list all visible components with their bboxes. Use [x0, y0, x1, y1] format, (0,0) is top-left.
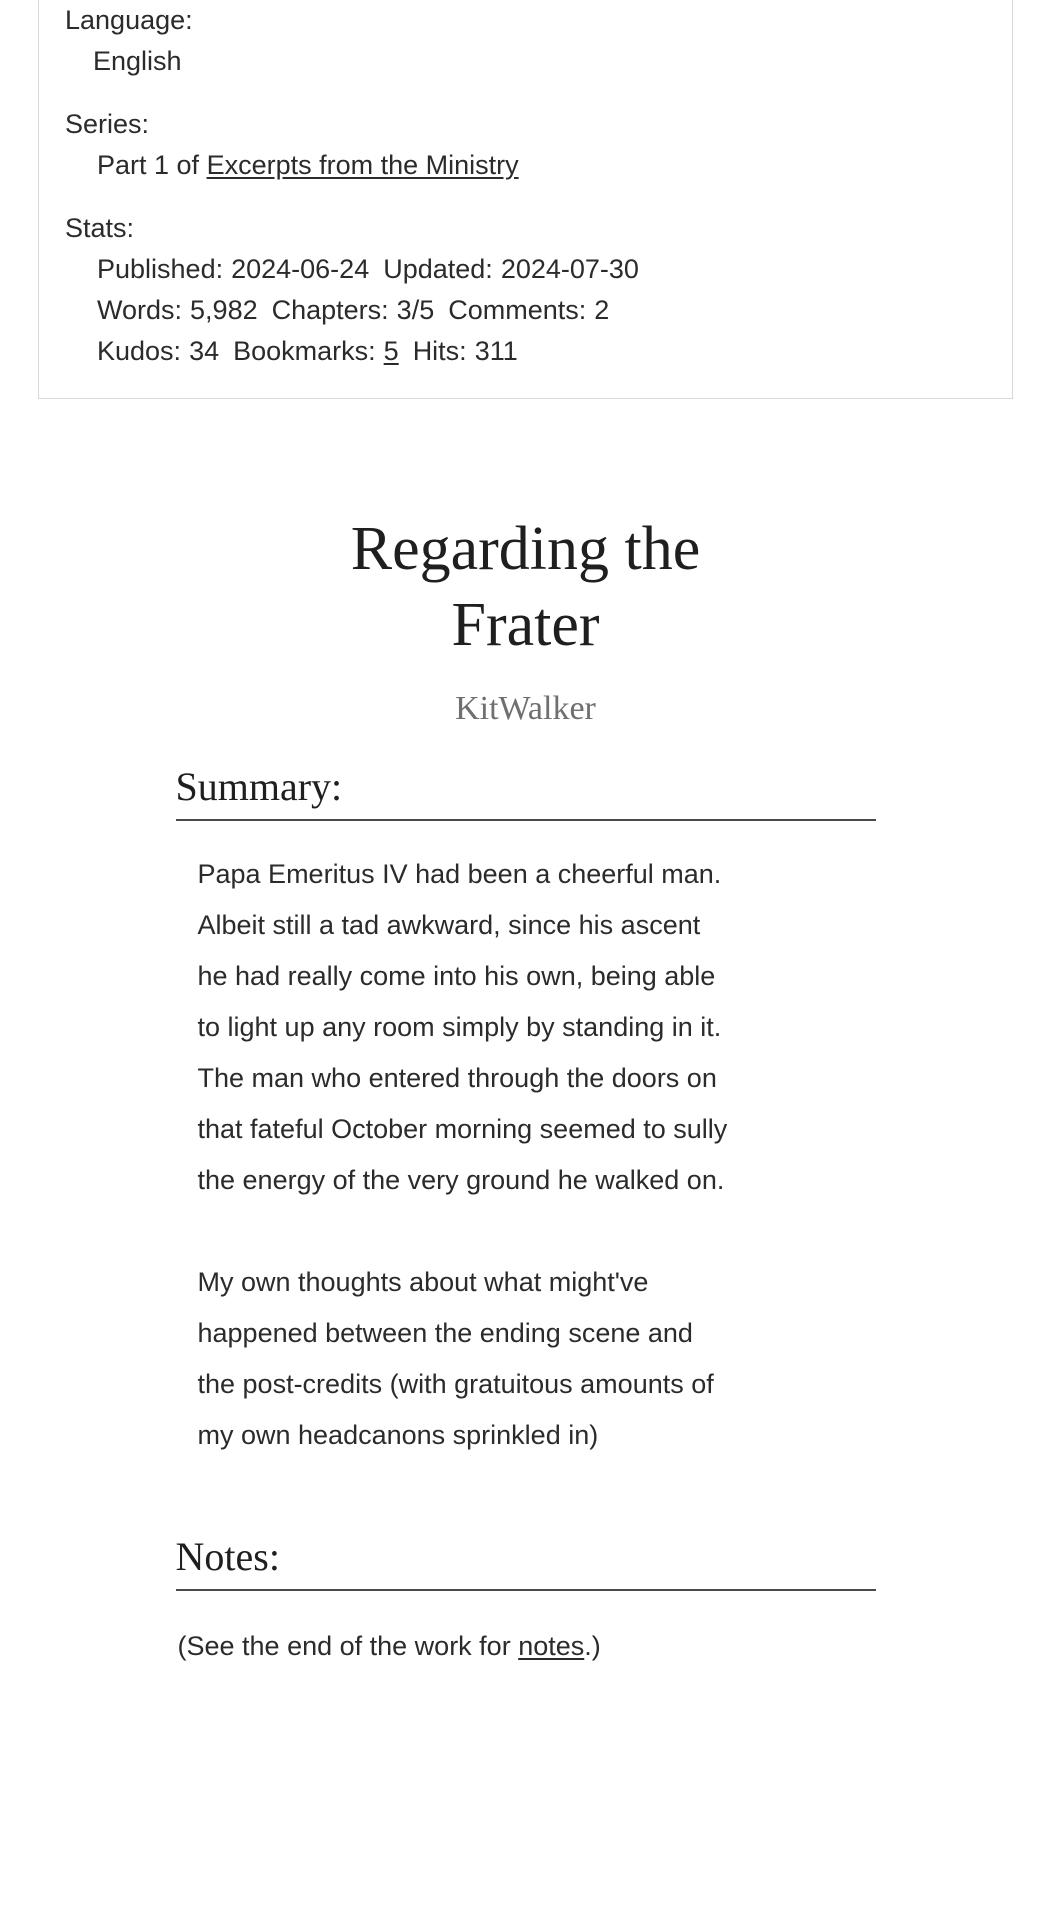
- language-label: Language:: [65, 5, 193, 35]
- words-value: 5,982: [190, 295, 258, 325]
- page-title: Regarding the Frater: [350, 515, 701, 659]
- summary-paragraph: My own thoughts about what might've happened between the ending scene and the post-credits (with gratuitous amounts of my own headcanons sprinkled in): [197, 1267, 714, 1450]
- hits-value: 311: [474, 336, 518, 366]
- summary-body: [176, 821, 876, 1461]
- notes-module: [176, 1533, 876, 1672]
- hits-label: Hits:: [412, 336, 467, 366]
- chapters-value: 3/5: [396, 295, 435, 325]
- chapters-label: Chapters:: [271, 295, 389, 325]
- stats-label: Stats:: [65, 213, 135, 243]
- comments-value: 2: [594, 295, 610, 325]
- series-part-prefix: Part 1 of: [97, 150, 207, 180]
- kudos-label: Kudos:: [97, 336, 182, 366]
- series-link[interactable]: Excerpts from the Ministry: [206, 150, 519, 180]
- words-label: Words:: [97, 295, 183, 325]
- stats-line-engagement: [65, 331, 986, 372]
- notes-suffix-text: .): [584, 1631, 601, 1661]
- meta-stats: [39, 208, 1012, 372]
- end-notes-link[interactable]: notes: [518, 1631, 585, 1661]
- notes-heading: Notes:: [176, 1533, 876, 1591]
- summary-paragraph: The man who entered through the doors on that fateful October morning seemed to sully the energy of the very ground he walked on.: [197, 1063, 728, 1195]
- author-byline[interactable]: KitWalker: [455, 690, 596, 727]
- summary-paragraph: Papa Emeritus IV had been a cheerful man. Albeit still a tad awkward, since his ascent he had really come into his own, being able to light up any room simply by standing in it.: [197, 859, 722, 1042]
- work-meta-box: [38, 0, 1013, 399]
- meta-language: [39, 0, 1012, 82]
- updated-value: 2024-07-30: [500, 254, 639, 284]
- kudos-value: 34: [189, 336, 220, 366]
- series-label: Series:: [65, 109, 150, 139]
- work-heading-block: [0, 511, 1051, 735]
- bookmarks-label: Bookmarks:: [233, 336, 376, 366]
- comments-label: Comments:: [448, 295, 587, 325]
- published-label: Published:: [97, 254, 224, 284]
- meta-series: [39, 104, 1012, 186]
- bookmarks-link[interactable]: 5: [383, 336, 399, 366]
- language-value: English: [93, 46, 182, 76]
- series-value: [65, 145, 986, 186]
- stats-line-counts: [65, 290, 986, 331]
- summary-heading: Summary:: [176, 763, 876, 821]
- updated-label: Updated:: [383, 254, 493, 284]
- notes-body: [176, 1591, 876, 1672]
- summary-module: [176, 763, 876, 1461]
- stats-line-dates: [65, 249, 986, 290]
- notes-prefix-text: (See the end of the work for: [177, 1631, 519, 1661]
- published-value: 2024-06-24: [231, 254, 370, 284]
